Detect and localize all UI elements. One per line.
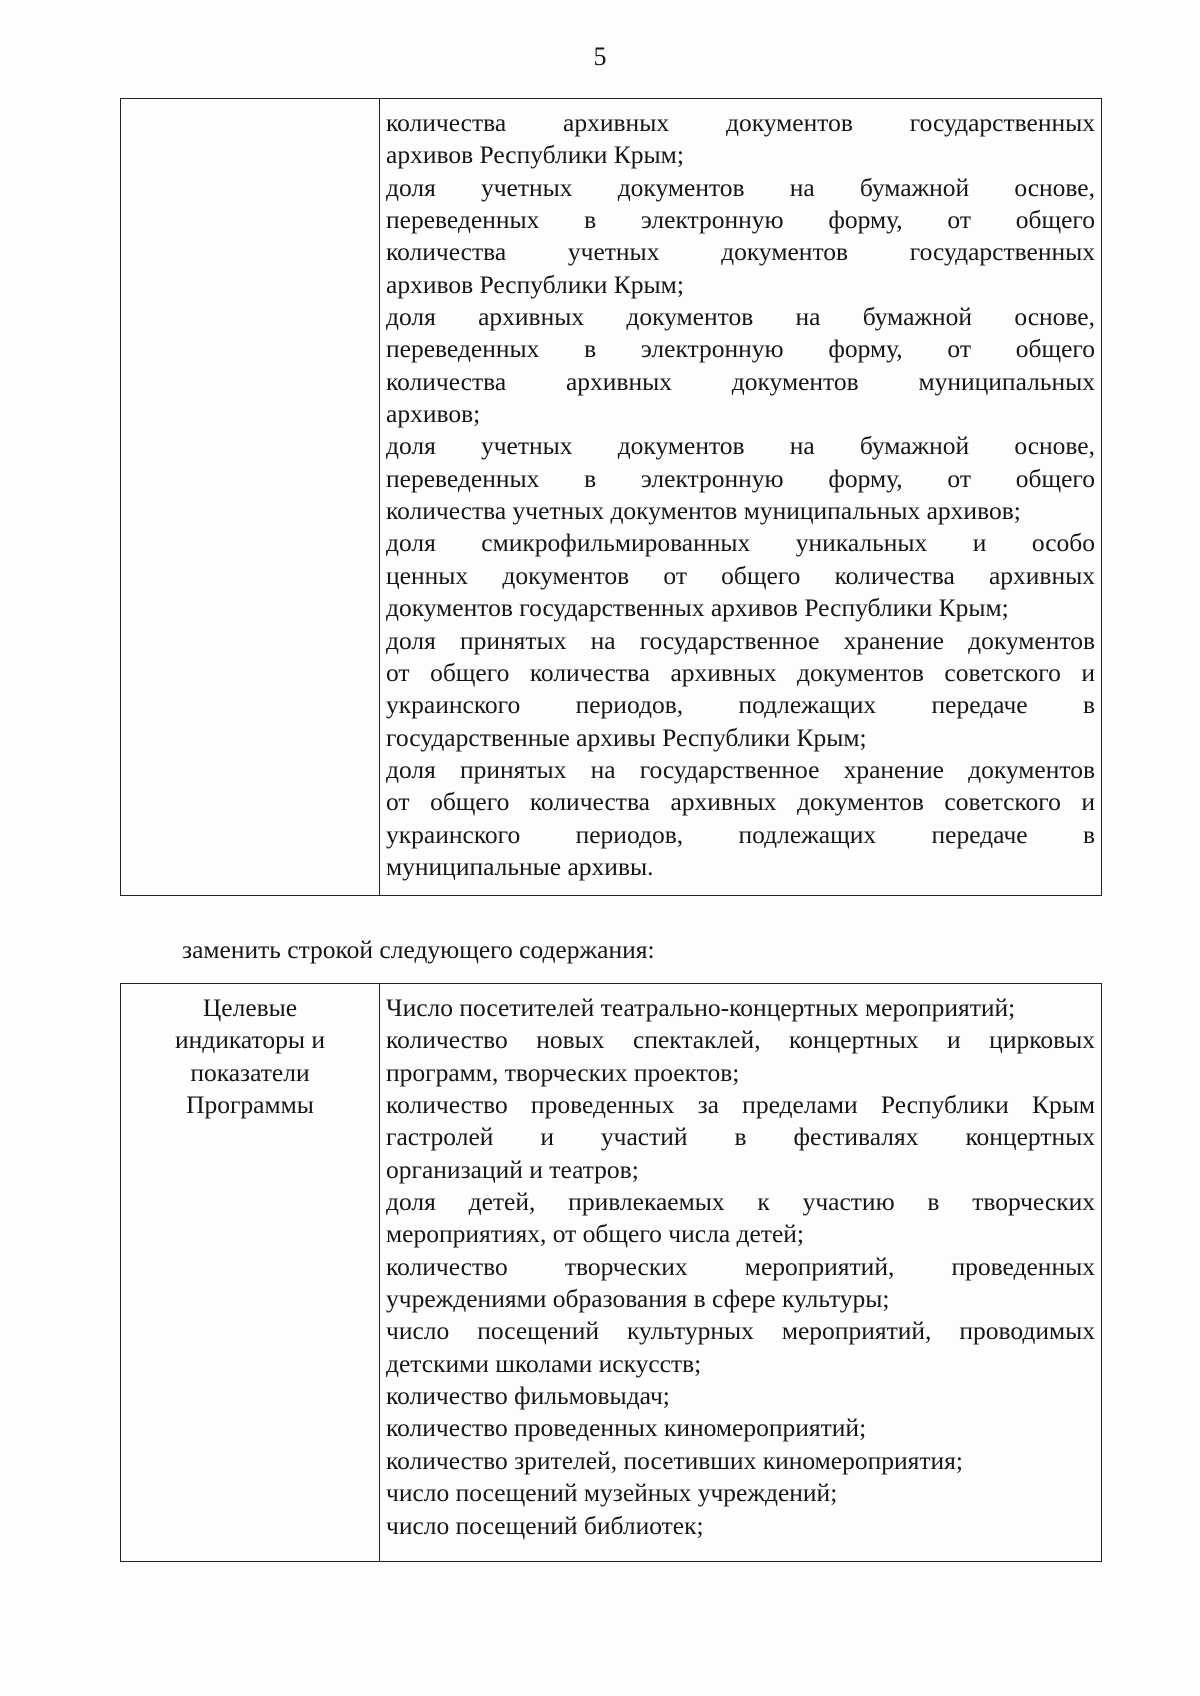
text-line: количество фильмовыдач; — [386, 1381, 670, 1411]
text-line: доля смикрофильмированных уникальных и особо — [386, 528, 1095, 558]
indicator-list — [386, 107, 1095, 883]
row-label — [121, 984, 379, 1121]
text-line: доля учетных документов на бумажной основе, — [386, 431, 1095, 461]
text-line: организаций и театров; — [386, 1154, 639, 1184]
text-line: документов государственных архивов Республики Крым; — [386, 593, 1009, 623]
text-line: доля архивных документов на бумажной основе, — [386, 302, 1095, 332]
left-cell — [121, 984, 380, 1562]
table-row — [121, 99, 1102, 896]
text-line: государственные архивы Республики Крым; — [386, 722, 867, 752]
text-line: детскими школами искусств; — [386, 1348, 702, 1378]
left-cell-empty — [121, 99, 380, 896]
text-line: количества архивных документов государственных — [386, 108, 1095, 137]
text-line: переведенных в электронную форму, от общего — [386, 334, 1095, 364]
text-line: муниципальные архивы. — [386, 851, 654, 881]
table-row — [121, 984, 1102, 1562]
indicators-table-new — [120, 983, 1102, 1562]
label-line: Целевые — [202, 993, 298, 1022]
text-line: архивов; — [386, 399, 481, 429]
text-line: количество новых спектаклей, концертных и цирковых — [386, 1025, 1095, 1055]
text-line: количества учетных документов муниципальных архивов; — [386, 496, 1021, 526]
intro-text: заменить строкой следующего содержания: — [182, 935, 655, 964]
text-line: архивов Республики Крым; — [386, 140, 684, 170]
text-line: число посещений музейных учреждений; — [386, 1478, 838, 1508]
indicators-table-old — [120, 98, 1102, 896]
text-line: количества архивных документов муниципальных — [386, 366, 1095, 396]
text-line: доля принятых на государственное хранение документов — [386, 625, 1095, 655]
text-line: количества учетных документов государственных — [386, 237, 1095, 267]
text-line: программ, творческих проектов; — [386, 1057, 740, 1087]
right-cell — [380, 984, 1102, 1562]
label-line: показатели — [190, 1057, 310, 1087]
text-line: количество творческих мероприятий, проведенных — [386, 1251, 1095, 1281]
text-line: от общего количества архивных документов советского и — [386, 787, 1095, 817]
text-line: гастролей и участий в фестивалях концертных — [386, 1122, 1095, 1152]
text-line: количество зрителей, посетивших киномероприятия; — [386, 1445, 963, 1475]
text-line: доля учетных документов на бумажной основе, — [386, 172, 1095, 202]
text-line: количество проведенных за пределами Республики Крым — [386, 1090, 1095, 1120]
text-line: число посещений библиотек; — [386, 1510, 704, 1540]
indicator-list — [386, 992, 1095, 1542]
text-line: учреждениями образования в сфере культуры; — [386, 1284, 890, 1314]
text-line: число посещений культурных мероприятий, проводимых — [386, 1316, 1095, 1346]
text-line: доля детей, привлекаемых к участию в творческих — [386, 1187, 1095, 1217]
text-line: от общего количества архивных документов советского и — [386, 657, 1095, 687]
label-line: индикаторы и — [174, 1025, 326, 1055]
text-line: украинского периодов, подлежащих передаче в — [386, 690, 1095, 720]
text-line: переведенных в электронную форму, от общего — [386, 463, 1095, 493]
text-line: доля принятых на государственное хранение документов — [386, 754, 1095, 784]
text-line: украинского периодов, подлежащих передаче в — [386, 819, 1095, 849]
text-line: Число посетителей театрально-концертных мероприятий; — [386, 993, 1016, 1022]
text-line: мероприятиях, от общего числа детей; — [386, 1219, 804, 1249]
text-line: количество проведенных киномероприятий; — [386, 1413, 867, 1443]
page-number: 5 — [593, 42, 607, 71]
text-line: ценных документов от общего количества архивных — [386, 560, 1095, 590]
label-line: Программы — [186, 1090, 314, 1120]
text-line: архивов Республики Крым; — [386, 269, 684, 299]
text-line: переведенных в электронную форму, от общего — [386, 205, 1095, 235]
right-cell — [380, 99, 1102, 896]
